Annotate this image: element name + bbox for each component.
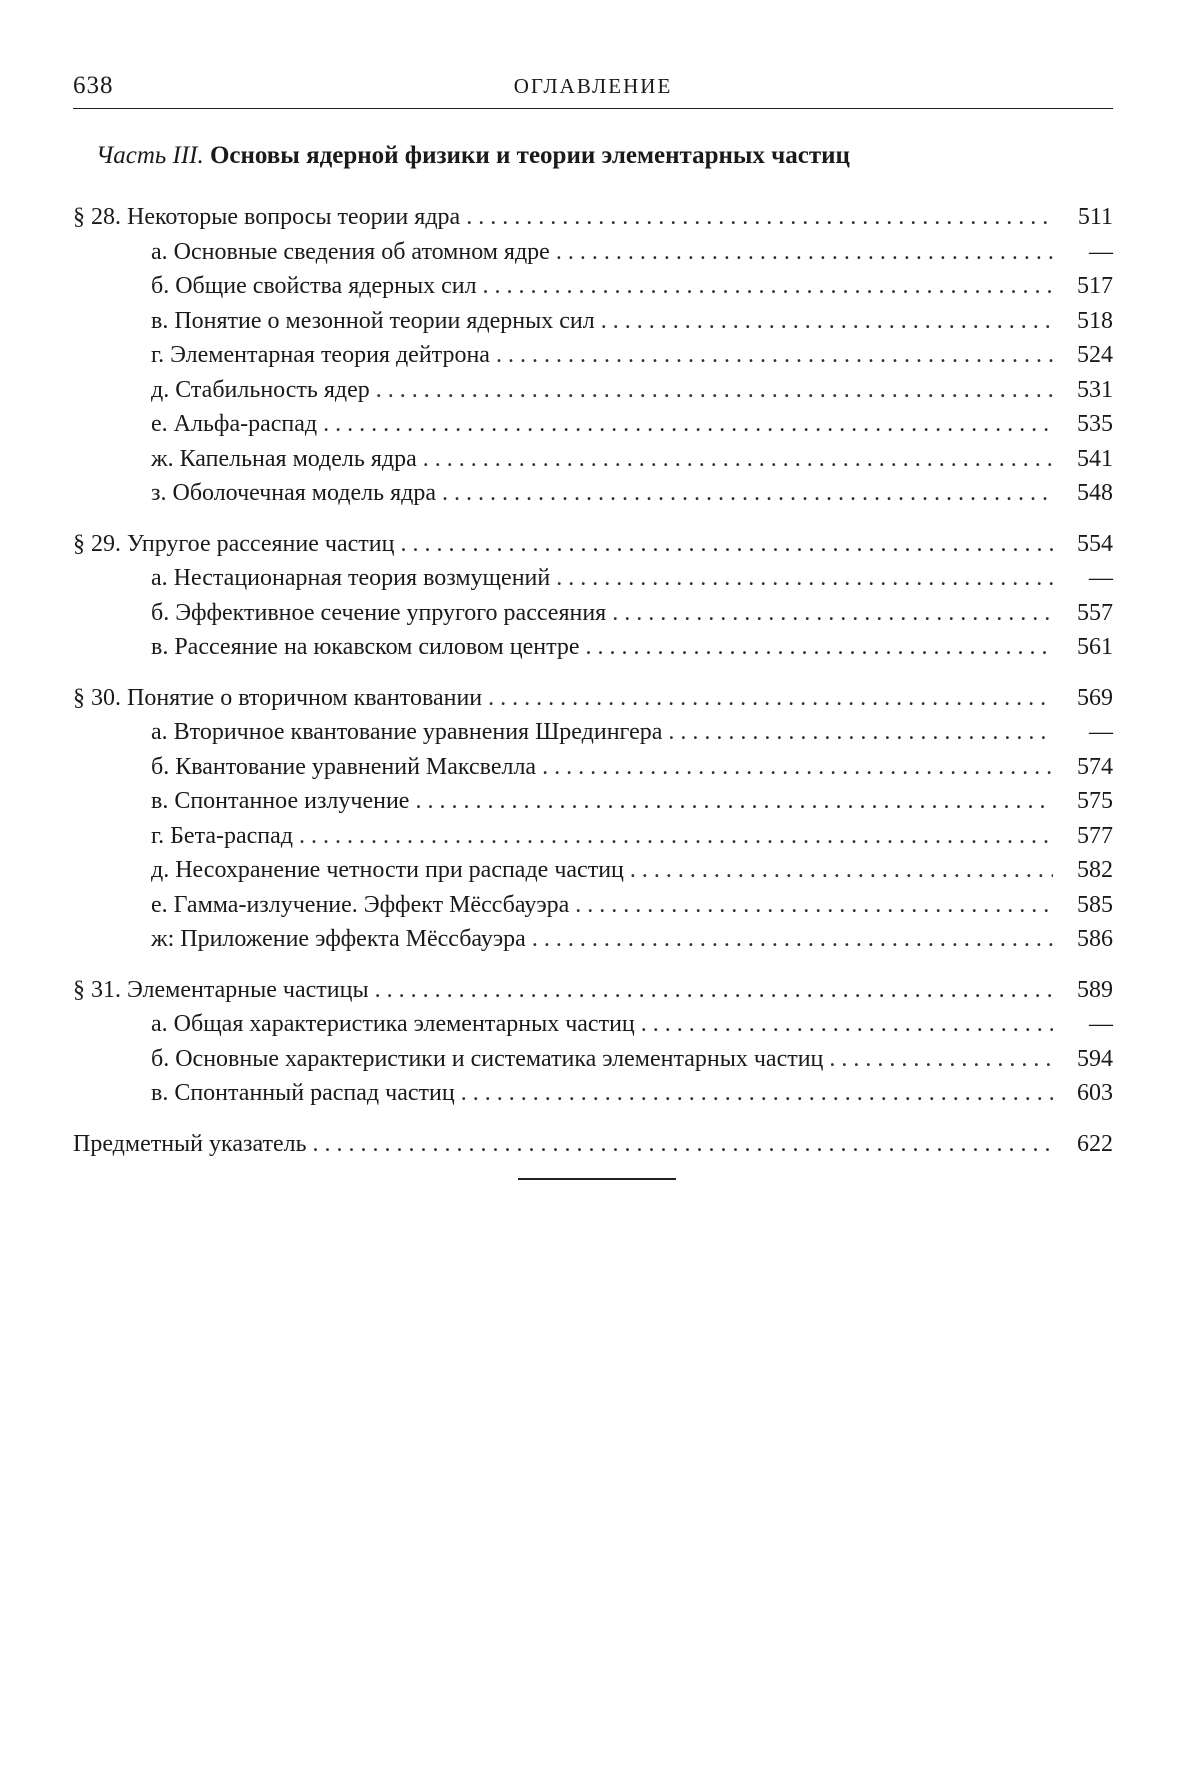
toc-index-entry-page: 622 xyxy=(1077,1130,1113,1157)
toc-subsection-entry xyxy=(73,784,1113,819)
toc-subsection-entry-title: б. Основные характеристики и систематика элементарных частиц xyxy=(151,1045,824,1072)
toc-subsection-entry-page: 603 xyxy=(1077,1080,1113,1106)
dot-leader xyxy=(641,1007,1053,1042)
toc-subsection-entry-page: 531 xyxy=(1077,376,1113,403)
dot-leader xyxy=(488,681,1053,716)
toc-subsection-entry xyxy=(73,442,1113,477)
toc-subsection-entry-page: 582 xyxy=(1077,857,1113,883)
toc-subsection-entry-page: — xyxy=(1089,238,1113,265)
toc-section-entry-page: 511 xyxy=(1077,204,1113,230)
dot-leader xyxy=(323,407,1053,442)
toc-subsection-entry-title: г. Бета-распад xyxy=(151,822,294,849)
toc-section xyxy=(73,681,1113,957)
toc-subsection-entry-page: 585 xyxy=(1077,891,1113,918)
toc-section-entry-title: § 31. Элементарные частицы xyxy=(73,976,369,1003)
toc-subsection-entry-page: 524 xyxy=(1077,342,1113,368)
toc-subsection-entry-title: в. Понятие о мезонной теории ядерных сил xyxy=(151,307,595,334)
toc-section-entry-title: § 29. Упругое рассеяние частиц xyxy=(73,530,395,557)
toc-subsection-entry-title: б. Квантование уравнений Максвелла xyxy=(151,753,537,780)
toc-subsection-entry-page: — xyxy=(1089,719,1113,745)
dot-leader xyxy=(630,853,1053,888)
toc-section-entry xyxy=(73,200,1113,235)
part-heading xyxy=(96,142,850,170)
toc-subsection-entry xyxy=(73,922,1113,957)
toc-subsection-entry-title: а. Общая характеристика элементарных частиц xyxy=(151,1011,635,1037)
part-label: Часть III. xyxy=(96,142,204,169)
dot-leader xyxy=(532,922,1053,957)
toc-subsection-entry xyxy=(73,715,1113,750)
toc-subsection-entry-title: ж: Приложение эффекта Мёссбауэра xyxy=(151,926,526,952)
toc-subsection-entry xyxy=(73,1007,1113,1042)
header-rule xyxy=(73,108,1113,109)
dot-leader xyxy=(542,750,1053,785)
toc-section-entry-title: § 30. Понятие о вторичном квантовании xyxy=(73,684,483,711)
dot-leader xyxy=(601,304,1053,339)
table-of-contents xyxy=(73,200,1113,1161)
toc-subsection-entry-title: д. Стабильность ядер xyxy=(151,376,370,403)
toc-subsection-entry xyxy=(73,338,1113,373)
toc-subsection-entry-page: 575 xyxy=(1077,788,1113,814)
toc-section-entry-page: 554 xyxy=(1077,530,1113,557)
toc-subsection-entry-page: 577 xyxy=(1077,822,1113,849)
part-title: Основы ядерной физики и теории элементарных частиц xyxy=(209,142,850,169)
dot-leader xyxy=(423,442,1053,477)
dot-leader xyxy=(556,561,1053,596)
toc-index-entry xyxy=(73,1127,1113,1162)
toc-subsection-entry-title: е. Гамма-излучение. Эффект Мёссбауэра xyxy=(151,891,570,918)
toc-subsection-entry-title: а. Нестационарная теория возмущений xyxy=(151,565,551,591)
dot-leader xyxy=(556,235,1053,270)
dot-leader xyxy=(466,200,1053,235)
dot-leader xyxy=(575,888,1053,923)
toc-subsection-entry-title: а. Основные сведения об атомном ядре xyxy=(151,238,550,265)
toc-section-entry-page: 569 xyxy=(1077,684,1113,711)
toc-subsection-entry-page: 586 xyxy=(1077,926,1113,952)
dot-leader xyxy=(375,973,1053,1008)
toc-subsection-entry-page: 548 xyxy=(1077,480,1113,506)
dot-leader xyxy=(442,476,1053,511)
toc-section-entry xyxy=(73,527,1113,562)
toc-subsection-entry xyxy=(73,1042,1113,1077)
dot-leader xyxy=(483,269,1053,304)
dot-leader xyxy=(668,715,1053,750)
toc-subsection-entry-title: б. Общие свойства ядерных сил xyxy=(151,273,477,299)
toc-subsection-entry xyxy=(73,476,1113,511)
toc-subsection-entry-page: 594 xyxy=(1077,1045,1113,1072)
toc-subsection-entry-page: 574 xyxy=(1077,753,1113,780)
toc-subsection-entry-page: 557 xyxy=(1077,599,1113,626)
toc-subsection-entry xyxy=(73,596,1113,631)
toc-subsection-entry xyxy=(73,561,1113,596)
toc-subsection-entry-page: 517 xyxy=(1077,273,1113,299)
toc-subsection-entry xyxy=(73,819,1113,854)
page-number: 638 xyxy=(73,72,114,99)
toc-subsection-entry-title: а. Вторичное квантование уравнения Шредингера xyxy=(151,719,663,745)
dot-leader xyxy=(612,596,1053,631)
toc-subsection-entry-title: г. Элементарная теория дейтрона xyxy=(151,342,490,368)
toc-subsection-entry-page: 535 xyxy=(1077,411,1113,437)
toc-section xyxy=(73,527,1113,665)
toc-subsection-entry xyxy=(73,269,1113,304)
toc-subsection-entry xyxy=(73,407,1113,442)
toc-subsection-entry xyxy=(73,373,1113,408)
toc-index-entry-title: Предметный указатель xyxy=(73,1130,307,1157)
dot-leader xyxy=(313,1127,1053,1162)
toc-subsection-entry-page: — xyxy=(1089,565,1113,591)
toc-subsection-entry-title: з. Оболочечная модель ядра xyxy=(151,480,436,506)
page-header xyxy=(73,70,1113,110)
toc-subsection-entry-title: в. Спонтанный распад частиц xyxy=(151,1080,455,1106)
toc-subsection-entry xyxy=(73,888,1113,923)
toc-subsection-entry xyxy=(73,630,1113,665)
toc-section xyxy=(73,200,1113,511)
toc-subsection-entry xyxy=(73,853,1113,888)
running-title: ОГЛАВЛЕНИЕ xyxy=(513,74,673,98)
toc-section-entry xyxy=(73,973,1113,1008)
toc-subsection-entry-title: в. Спонтанное излучение xyxy=(151,788,410,814)
toc-subsection-entry-title: д. Несохранение четности при распаде частиц xyxy=(151,857,624,883)
dot-leader xyxy=(586,630,1054,665)
dot-leader xyxy=(400,527,1053,562)
dot-leader xyxy=(496,338,1053,373)
toc-subsection-entry-page: 518 xyxy=(1077,307,1113,334)
end-rule xyxy=(518,1178,676,1180)
dot-leader xyxy=(829,1042,1053,1077)
toc-subsection-entry-page: — xyxy=(1089,1011,1113,1037)
toc-subsection-entry-page: 561 xyxy=(1077,634,1113,660)
toc-subsection-entry-title: ж. Капельная модель ядра xyxy=(151,445,417,472)
dot-leader xyxy=(461,1076,1053,1111)
toc-section xyxy=(73,973,1113,1111)
toc-subsection-entry xyxy=(73,750,1113,785)
toc-subsection-entry xyxy=(73,235,1113,270)
toc-subsection-entry-title: в. Рассеяние на юкавском силовом центре xyxy=(151,634,580,660)
toc-section-entry-page: 589 xyxy=(1077,976,1113,1003)
toc-section-entry xyxy=(73,681,1113,716)
toc-subsection-entry-title: е. Альфа-распад xyxy=(151,411,318,437)
toc-subsection-entry xyxy=(73,1076,1113,1111)
dot-leader xyxy=(299,819,1053,854)
toc-section-entry-title: § 28. Некоторые вопросы теории ядра xyxy=(73,204,461,230)
dot-leader xyxy=(376,373,1053,408)
toc-subsection-entry-page: 541 xyxy=(1077,445,1113,472)
dot-leader xyxy=(415,784,1053,819)
toc-subsection-entry-title: б. Эффективное сечение упругого рассеяния xyxy=(151,599,607,626)
toc-subsection-entry xyxy=(73,304,1113,339)
